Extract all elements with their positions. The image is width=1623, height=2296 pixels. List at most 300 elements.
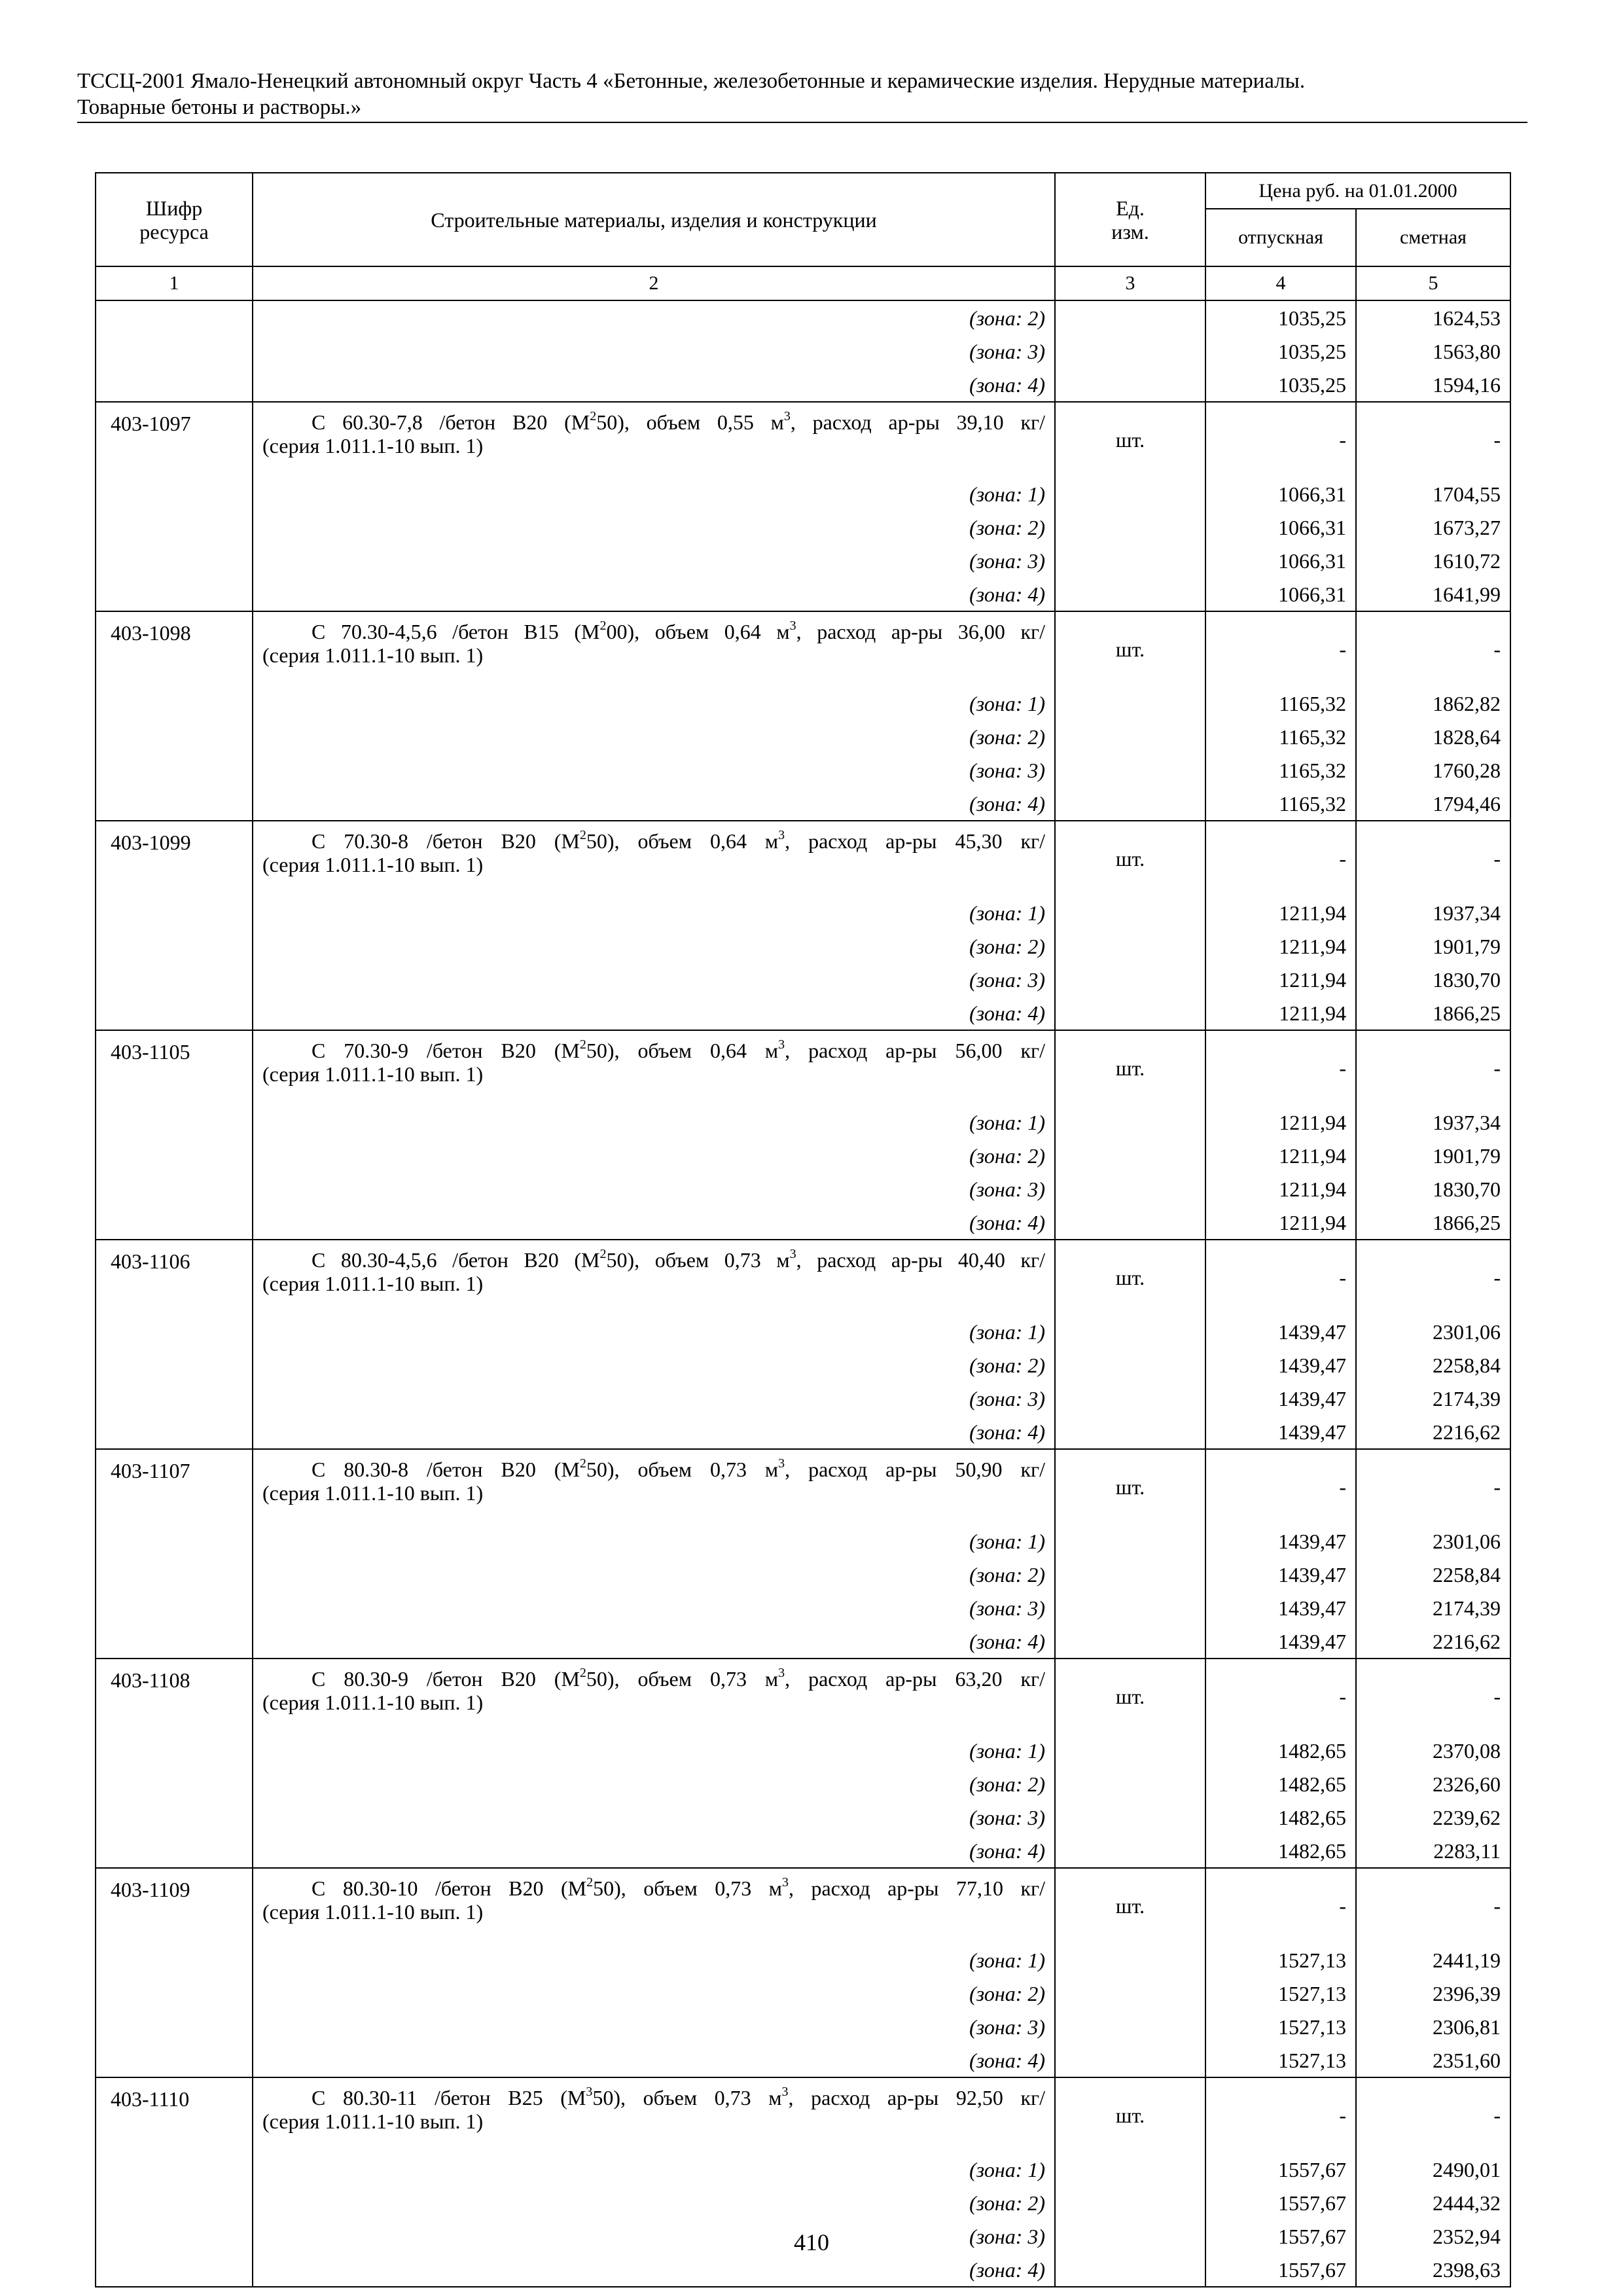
column-header-unit: Ед. изм. — [1055, 173, 1205, 266]
zone-price-row — [96, 963, 1510, 996]
zone-label: (зона: 2) — [253, 1139, 1055, 1172]
release-price: 1211,94 — [1205, 896, 1356, 929]
release-price: 1439,47 — [1205, 1415, 1356, 1449]
zone-label: (зона: 4) — [253, 1834, 1055, 1868]
release-price: 1439,47 — [1205, 1348, 1356, 1382]
unit-cell — [1055, 1524, 1205, 1558]
description-line-1: С 80.30-4,5,6 /бетон В20 $(М^250)$, объем 0,73 $м^3$, расход ар-ры 40,40 кг/ — [312, 1247, 1046, 1272]
release-price: 1527,13 — [1205, 1977, 1356, 2010]
unit-cell — [1055, 963, 1205, 996]
unit-cell — [1055, 2010, 1205, 2043]
zone-price-row — [96, 996, 1510, 1030]
estimate-price: - — [1356, 1030, 1510, 1105]
release-price: 1557,67 — [1205, 2186, 1356, 2219]
resource-description — [253, 1449, 1055, 1524]
zone-label: (зона: 3) — [253, 2219, 1055, 2253]
zone-price-row — [96, 2043, 1510, 2077]
zone-label: (зона: 3) — [253, 2010, 1055, 2043]
estimate-price: 2352,94 — [1356, 2219, 1510, 2253]
unit-cell — [1055, 2186, 1205, 2219]
code-cell — [96, 1834, 253, 1868]
zone-label: (зона: 3) — [253, 334, 1055, 368]
zone-price-row — [96, 1801, 1510, 1834]
unit-of-measure: шт. — [1055, 1449, 1205, 1524]
column-number: 5 — [1356, 266, 1510, 300]
column-header-estimate-price: сметная — [1356, 209, 1510, 266]
unit-cell — [1055, 1734, 1205, 1767]
unit-cell — [1055, 300, 1205, 334]
code-cell — [96, 929, 253, 963]
unit-of-measure: шт. — [1055, 821, 1205, 896]
code-cell — [96, 1624, 253, 1659]
code-cell — [96, 963, 253, 996]
resource-item-row — [96, 1240, 1510, 1315]
resource-item-row — [96, 1449, 1510, 1524]
unit-cell — [1055, 1315, 1205, 1348]
zone-label: (зона: 4) — [253, 1206, 1055, 1240]
unit-cell — [1055, 1415, 1205, 1449]
estimate-price: 2306,81 — [1356, 2010, 1510, 2043]
estimate-price: 1563,80 — [1356, 334, 1510, 368]
estimate-price: 2258,84 — [1356, 1348, 1510, 1382]
zone-label: (зона: 1) — [253, 896, 1055, 929]
code-cell — [96, 1105, 253, 1139]
unit-of-measure: шт. — [1055, 2077, 1205, 2153]
zone-price-row — [96, 1834, 1510, 1868]
release-price: - — [1205, 821, 1356, 896]
unit-cell — [1055, 996, 1205, 1030]
description-line-2: (серия 1.011.1-10 вып. 1) — [262, 1272, 484, 1295]
release-price: - — [1205, 1449, 1356, 1524]
resource-item-row — [96, 821, 1510, 896]
zone-label: (зона: 1) — [253, 1943, 1055, 1977]
estimate-price: 2174,39 — [1356, 1382, 1510, 1415]
estimate-price: 2370,08 — [1356, 1734, 1510, 1767]
zone-label: (зона: 4) — [253, 996, 1055, 1030]
header-line-1: ТССЦ-2001 Ямало-Ненецкий автономный округ Часть 4 «Бетонные, железобетонные и керамические изделия. Нерудные материалы. — [77, 69, 1306, 93]
header-rule — [77, 122, 1527, 123]
estimate-price: 2174,39 — [1356, 1591, 1510, 1624]
zone-price-row — [96, 1524, 1510, 1558]
zone-price-row — [96, 2253, 1510, 2287]
estimate-price: 2216,62 — [1356, 1624, 1510, 1659]
estimate-price: 1866,25 — [1356, 996, 1510, 1030]
zone-price-row — [96, 300, 1510, 334]
estimate-price: 2283,11 — [1356, 1834, 1510, 1868]
estimate-price: 2351,60 — [1356, 2043, 1510, 2077]
zone-label: (зона: 2) — [253, 2186, 1055, 2219]
code-cell — [96, 2253, 253, 2287]
code-cell — [96, 1801, 253, 1834]
zone-label: (зона: 2) — [253, 1767, 1055, 1801]
zone-label: (зона: 4) — [253, 577, 1055, 611]
code-cell — [96, 577, 253, 611]
unit-of-measure: шт. — [1055, 1659, 1205, 1734]
zone-price-row — [96, 1348, 1510, 1382]
estimate-price: 1862,82 — [1356, 687, 1510, 720]
estimate-price: - — [1356, 611, 1510, 687]
unit-cell — [1055, 1206, 1205, 1240]
code-cell — [96, 753, 253, 787]
description-line-1: С 60.30-7,8 /бетон В20 $(М^250)$, объем 0,55 $м^3$, расход ар-ры 39,10 кг/ — [312, 409, 1046, 434]
resource-code: 403-1110 — [96, 2077, 253, 2153]
zone-price-row — [96, 929, 1510, 963]
release-price: 1035,25 — [1205, 368, 1356, 402]
resource-description — [253, 402, 1055, 477]
release-price: - — [1205, 611, 1356, 687]
code-cell — [96, 2043, 253, 2077]
estimate-price: - — [1356, 1659, 1510, 1734]
estimate-price: 2490,01 — [1356, 2153, 1510, 2186]
zone-label: (зона: 3) — [253, 1591, 1055, 1624]
release-price: 1557,67 — [1205, 2253, 1356, 2287]
column-header-release-price: отпускная — [1205, 209, 1356, 266]
release-price: 1211,94 — [1205, 1206, 1356, 1240]
estimate-price: 2258,84 — [1356, 1558, 1510, 1591]
estimate-price: 1866,25 — [1356, 1206, 1510, 1240]
release-price: - — [1205, 1659, 1356, 1734]
zone-price-row — [96, 1139, 1510, 1172]
zone-price-row — [96, 1415, 1510, 1449]
zone-label: (зона: 4) — [253, 368, 1055, 402]
resource-item-row — [96, 1868, 1510, 1943]
unit-cell — [1055, 1382, 1205, 1415]
resource-description — [253, 821, 1055, 896]
zone-price-row — [96, 577, 1510, 611]
unit-cell — [1055, 687, 1205, 720]
estimate-price: 2216,62 — [1356, 1415, 1510, 1449]
code-cell — [96, 1172, 253, 1206]
unit-of-measure: шт. — [1055, 402, 1205, 477]
release-price: 1165,32 — [1205, 687, 1356, 720]
column-number: 3 — [1055, 266, 1205, 300]
unit-cell — [1055, 1834, 1205, 1868]
zone-label: (зона: 2) — [253, 1977, 1055, 2010]
code-cell — [96, 511, 253, 544]
estimate-price: - — [1356, 2077, 1510, 2153]
zone-label: (зона: 1) — [253, 477, 1055, 511]
resource-description — [253, 1030, 1055, 1105]
zone-price-row — [96, 1172, 1510, 1206]
unit-cell — [1055, 368, 1205, 402]
zone-label: (зона: 1) — [253, 1315, 1055, 1348]
document-header — [77, 68, 1527, 120]
release-price: - — [1205, 1868, 1356, 1943]
release-price: 1035,25 — [1205, 334, 1356, 368]
unit-cell — [1055, 577, 1205, 611]
unit-cell — [1055, 896, 1205, 929]
description-line-2: (серия 1.011.1-10 вып. 1) — [262, 1900, 484, 1924]
zone-label: (зона: 3) — [253, 1382, 1055, 1415]
code-cell — [96, 1139, 253, 1172]
resource-description — [253, 611, 1055, 687]
zone-label: (зона: 2) — [253, 1558, 1055, 1591]
release-price: 1527,13 — [1205, 1943, 1356, 1977]
code-cell — [96, 2010, 253, 2043]
zone-price-row — [96, 687, 1510, 720]
unit-cell — [1055, 1105, 1205, 1139]
zone-label: (зона: 4) — [253, 1415, 1055, 1449]
resource-description — [253, 1240, 1055, 1315]
release-price: 1211,94 — [1205, 996, 1356, 1030]
code-cell — [96, 1524, 253, 1558]
zone-price-row — [96, 477, 1510, 511]
zone-label: (зона: 1) — [253, 687, 1055, 720]
release-price: 1066,31 — [1205, 544, 1356, 577]
resource-description — [253, 1868, 1055, 1943]
unit-cell — [1055, 2043, 1205, 2077]
estimate-price: 1760,28 — [1356, 753, 1510, 787]
zone-label: (зона: 2) — [253, 300, 1055, 334]
release-price: 1557,67 — [1205, 2153, 1356, 2186]
zone-label: (зона: 2) — [253, 720, 1055, 753]
estimate-price: - — [1356, 1240, 1510, 1315]
estimate-price: 1828,64 — [1356, 720, 1510, 753]
zone-label: (зона: 2) — [253, 1348, 1055, 1382]
unit-cell — [1055, 929, 1205, 963]
release-price: 1035,25 — [1205, 300, 1356, 334]
unit-cell — [1055, 1624, 1205, 1659]
column-header-code: Шифр ресурса — [96, 173, 253, 266]
estimate-price: 1830,70 — [1356, 963, 1510, 996]
header-line-2: Товарные бетоны и растворы.» — [77, 96, 362, 119]
release-price: - — [1205, 2077, 1356, 2153]
code-cell — [96, 1591, 253, 1624]
description-line-1: С 80.30-11 /бетон В25 $(М^350)$, объем 0,73 $м^3$, расход ар-ры 92,50 кг/ — [312, 2085, 1046, 2109]
code-cell — [96, 1734, 253, 1767]
zone-price-row — [96, 1591, 1510, 1624]
resource-code: 403-1108 — [96, 1659, 253, 1734]
release-price: 1439,47 — [1205, 1591, 1356, 1624]
zone-price-row — [96, 368, 1510, 402]
unit-cell — [1055, 1348, 1205, 1382]
code-cell — [96, 477, 253, 511]
column-header-price: Цена руб. на 01.01.2000 — [1205, 173, 1510, 209]
release-price: 1439,47 — [1205, 1382, 1356, 1415]
resource-code: 403-1099 — [96, 821, 253, 896]
description-line-2: (серия 1.011.1-10 вып. 1) — [262, 1481, 484, 1505]
release-price: 1439,47 — [1205, 1558, 1356, 1591]
code-cell — [96, 1415, 253, 1449]
column-header-name: Строительные материалы, изделия и конструкции — [253, 173, 1055, 266]
resource-description — [253, 2077, 1055, 2153]
estimate-price: 2301,06 — [1356, 1524, 1510, 1558]
unit-cell — [1055, 477, 1205, 511]
zone-label: (зона: 1) — [253, 1524, 1055, 1558]
zone-label: (зона: 4) — [253, 2043, 1055, 2077]
zone-price-row — [96, 1105, 1510, 1139]
unit-cell — [1055, 544, 1205, 577]
release-price: 1439,47 — [1205, 1315, 1356, 1348]
estimate-price: 1830,70 — [1356, 1172, 1510, 1206]
resource-code: 403-1107 — [96, 1449, 253, 1524]
zone-price-row — [96, 511, 1510, 544]
description-line-1: С 80.30-8 /бетон В20 $(М^250)$, объем 0,73 $м^3$, расход ар-ры 50,90 кг/ — [312, 1456, 1046, 1481]
estimate-price: 1794,46 — [1356, 787, 1510, 821]
zone-label: (зона: 3) — [253, 1801, 1055, 1834]
zone-price-row — [96, 787, 1510, 821]
estimate-price: 1641,99 — [1356, 577, 1510, 611]
column-number: 1 — [96, 266, 253, 300]
resource-code: 403-1105 — [96, 1030, 253, 1105]
zone-price-row — [96, 1977, 1510, 2010]
release-price: 1211,94 — [1205, 1139, 1356, 1172]
code-cell — [96, 1767, 253, 1801]
description-line-1: С 70.30-4,5,6 /бетон В15 $(М^200)$, объем 0,64 $м^3$, расход ар-ры 36,00 кг/ — [312, 619, 1046, 643]
release-price: 1439,47 — [1205, 1624, 1356, 1659]
column-number: 4 — [1205, 266, 1356, 300]
zone-label: (зона: 3) — [253, 544, 1055, 577]
zone-price-row — [96, 1734, 1510, 1767]
unit-of-measure: шт. — [1055, 1030, 1205, 1105]
code-cell — [96, 996, 253, 1030]
release-price: 1165,32 — [1205, 720, 1356, 753]
release-price: 1066,31 — [1205, 477, 1356, 511]
zone-price-row — [96, 720, 1510, 753]
zone-price-row — [96, 1315, 1510, 1348]
resource-code: 403-1106 — [96, 1240, 253, 1315]
release-price: 1482,65 — [1205, 1801, 1356, 1834]
unit-cell — [1055, 1801, 1205, 1834]
unit-cell — [1055, 1172, 1205, 1206]
release-price: 1165,32 — [1205, 753, 1356, 787]
code-cell — [96, 1558, 253, 1591]
release-price: 1527,13 — [1205, 2043, 1356, 2077]
zone-price-row — [96, 1558, 1510, 1591]
unit-cell — [1055, 2153, 1205, 2186]
description-line-2: (серия 1.011.1-10 вып. 1) — [262, 643, 484, 667]
release-price: 1557,67 — [1205, 2219, 1356, 2253]
release-price: 1211,94 — [1205, 1105, 1356, 1139]
release-price: 1066,31 — [1205, 511, 1356, 544]
estimate-price: 1673,27 — [1356, 511, 1510, 544]
zone-price-row — [96, 544, 1510, 577]
description-line-2: (серия 1.011.1-10 вып. 1) — [262, 1691, 484, 1714]
estimate-price: 2301,06 — [1356, 1315, 1510, 1348]
estimate-price: 2239,62 — [1356, 1801, 1510, 1834]
estimate-price: - — [1356, 1449, 1510, 1524]
code-cell — [96, 544, 253, 577]
zone-label: (зона: 1) — [253, 2153, 1055, 2186]
zone-price-row — [96, 1382, 1510, 1415]
code-cell — [96, 300, 253, 334]
zone-label: (зона: 4) — [253, 787, 1055, 821]
unit-cell — [1055, 511, 1205, 544]
estimate-price: - — [1356, 402, 1510, 477]
code-cell — [96, 1348, 253, 1382]
description-line-2: (серия 1.011.1-10 вып. 1) — [262, 2109, 484, 2133]
code-cell — [96, 1206, 253, 1240]
unit-cell — [1055, 1139, 1205, 1172]
code-cell — [96, 334, 253, 368]
zone-label: (зона: 4) — [253, 1624, 1055, 1659]
estimate-price: 1937,34 — [1356, 896, 1510, 929]
unit-cell — [1055, 753, 1205, 787]
release-price: 1066,31 — [1205, 577, 1356, 611]
estimate-price: 1594,16 — [1356, 368, 1510, 402]
resource-item-row — [96, 611, 1510, 687]
release-price: 1482,65 — [1205, 1767, 1356, 1801]
unit-cell — [1055, 1591, 1205, 1624]
zone-label: (зона: 2) — [253, 929, 1055, 963]
resource-code: 403-1098 — [96, 611, 253, 687]
release-price: - — [1205, 1030, 1356, 1105]
code-cell — [96, 2153, 253, 2186]
unit-cell — [1055, 334, 1205, 368]
column-numbers-row — [96, 266, 1510, 300]
code-cell — [96, 787, 253, 821]
unit-cell — [1055, 1977, 1205, 2010]
estimate-price: 2398,63 — [1356, 2253, 1510, 2287]
unit-of-measure: шт. — [1055, 611, 1205, 687]
estimate-price: 1901,79 — [1356, 1139, 1510, 1172]
release-price: 1439,47 — [1205, 1524, 1356, 1558]
estimate-price: 1610,72 — [1356, 544, 1510, 577]
zone-label: (зона: 3) — [253, 1172, 1055, 1206]
unit-cell — [1055, 2253, 1205, 2287]
release-price: - — [1205, 1240, 1356, 1315]
zone-label: (зона: 1) — [253, 1105, 1055, 1139]
code-cell — [96, 368, 253, 402]
zone-price-row — [96, 896, 1510, 929]
code-cell — [96, 2186, 253, 2219]
release-price: 1211,94 — [1205, 929, 1356, 963]
unit-cell — [1055, 787, 1205, 821]
description-line-2: (серия 1.011.1-10 вып. 1) — [262, 434, 484, 457]
zone-label: (зона: 1) — [253, 1734, 1055, 1767]
code-cell — [96, 1943, 253, 1977]
column-number: 2 — [253, 266, 1055, 300]
zone-label: (зона: 3) — [253, 963, 1055, 996]
unit-of-measure: шт. — [1055, 1240, 1205, 1315]
resource-item-row — [96, 402, 1510, 477]
release-price: 1482,65 — [1205, 1734, 1356, 1767]
code-cell — [96, 720, 253, 753]
zone-label: (зона: 2) — [253, 511, 1055, 544]
release-price: 1527,13 — [1205, 2010, 1356, 2043]
zone-price-row — [96, 1943, 1510, 1977]
estimate-price: 2326,60 — [1356, 1767, 1510, 1801]
zone-price-row — [96, 2010, 1510, 2043]
resource-item-row — [96, 1659, 1510, 1734]
unit-cell — [1055, 1943, 1205, 1977]
zone-price-row — [96, 2186, 1510, 2219]
release-price: 1211,94 — [1205, 1172, 1356, 1206]
code-cell — [96, 896, 253, 929]
zone-label: (зона: 3) — [253, 753, 1055, 787]
code-cell — [96, 1977, 253, 2010]
description-line-1: С 70.30-9 /бетон В20 $(М^250)$, объем 0,64 $м^3$, расход ар-ры 56,00 кг/ — [312, 1037, 1046, 1062]
release-price: 1165,32 — [1205, 787, 1356, 821]
code-cell — [96, 1315, 253, 1348]
zone-label: (зона: 4) — [253, 2253, 1055, 2287]
description-line-2: (серия 1.011.1-10 вып. 1) — [262, 1062, 484, 1086]
code-cell — [96, 1382, 253, 1415]
estimate-price: 1704,55 — [1356, 477, 1510, 511]
unit-cell — [1055, 1558, 1205, 1591]
estimate-price: 2444,32 — [1356, 2186, 1510, 2219]
unit-cell — [1055, 1767, 1205, 1801]
price-table — [95, 172, 1511, 2287]
zone-price-row — [96, 2153, 1510, 2186]
description-line-2: (серия 1.011.1-10 вып. 1) — [262, 853, 484, 876]
zone-price-row — [96, 1206, 1510, 1240]
zone-price-row — [96, 753, 1510, 787]
unit-cell — [1055, 720, 1205, 753]
zone-price-row — [96, 1767, 1510, 1801]
resource-item-row — [96, 1030, 1510, 1105]
page-number: 410 — [794, 2229, 829, 2255]
